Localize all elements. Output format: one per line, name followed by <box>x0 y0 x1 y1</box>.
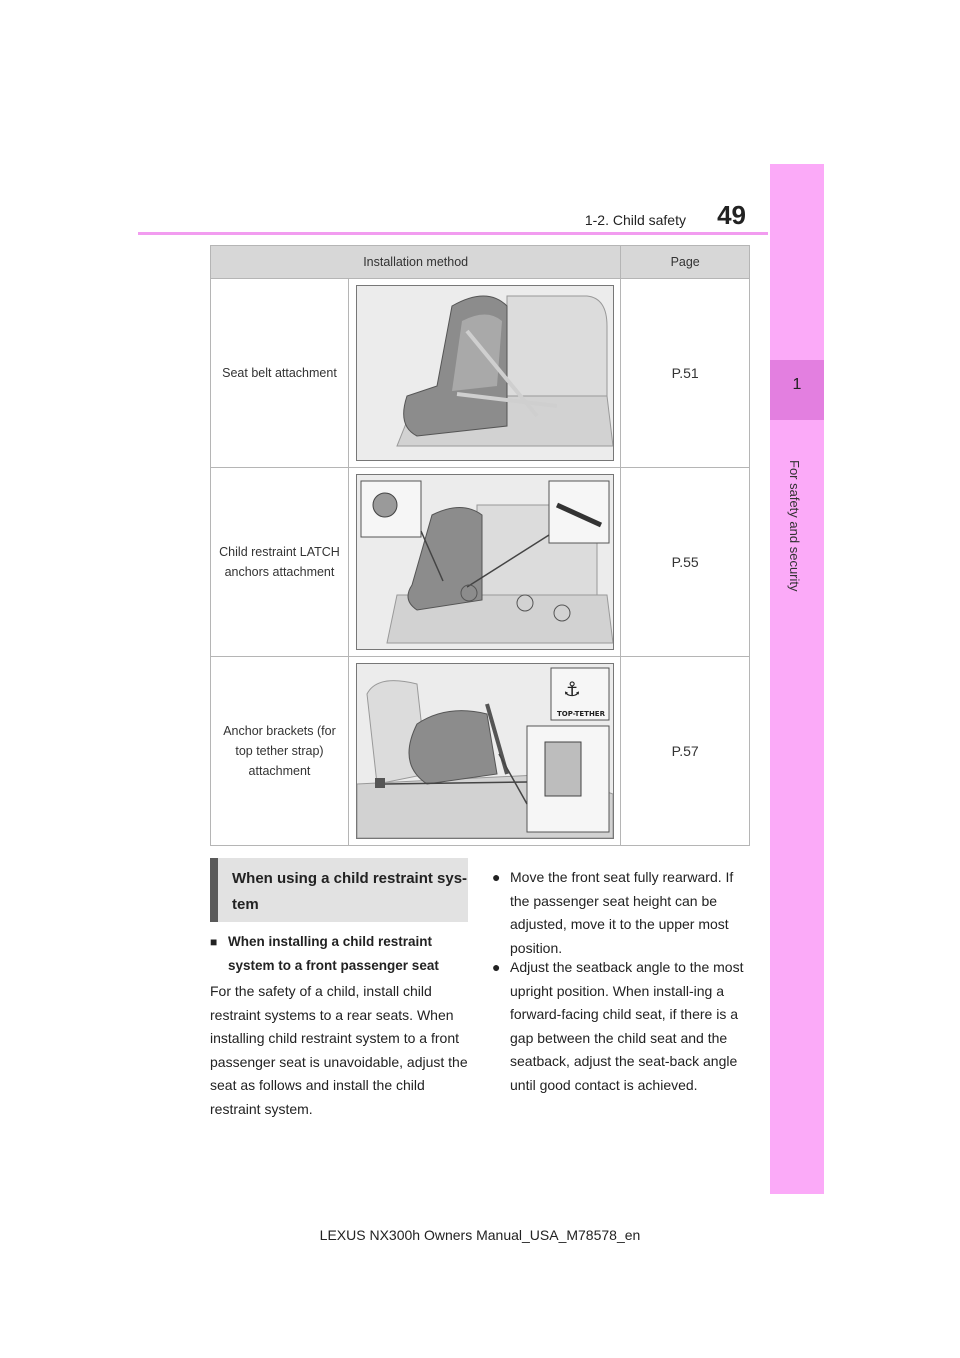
table-row <box>211 468 750 657</box>
bullet-dot-icon: ● <box>492 869 501 885</box>
column-header-method: Installation method <box>211 246 621 279</box>
method-label: Child restraint LATCH anchors attachment <box>211 468 349 657</box>
header-divider <box>138 232 768 235</box>
table-row <box>211 279 750 468</box>
method-label: Seat belt attachment <box>211 279 349 468</box>
column-header-page: Page <box>621 246 750 279</box>
subheading-text: When installing a child restraint system to a front passenger seat <box>228 934 439 973</box>
section-title: 1-2. Child safety <box>584 212 686 228</box>
chapter-label: For safety and security <box>787 460 802 592</box>
section-heading-box <box>210 858 468 922</box>
page-ref[interactable]: P.57 <box>621 657 750 846</box>
chapter-number-tab <box>770 360 824 420</box>
footer-manual-id: LEXUS NX300h Owners Manual_USA_M78578_en <box>319 1227 641 1243</box>
table-header-row <box>211 246 750 279</box>
bullet-dot-icon: ● <box>492 959 501 975</box>
square-bullet-icon: ■ <box>210 935 218 949</box>
page-number: 49 <box>717 200 746 230</box>
child-seat-seat-belt-illustration <box>356 285 614 461</box>
top-tether-tag: TOP-TETHER <box>556 710 605 718</box>
page-ref[interactable]: P.55 <box>621 468 750 657</box>
table-row <box>211 657 750 846</box>
chapter-number: 1 <box>792 376 802 393</box>
installation-methods-table <box>210 245 750 846</box>
child-seat-top-tether-illustration <box>356 663 614 839</box>
bullet-text: Move the front seat fully rearward. If the passenger seat height can be adjusted, move it to the upper most position. <box>510 869 734 956</box>
section-heading: When using a child restraint sys-tem <box>232 870 468 913</box>
chapter-side-tab <box>770 164 824 1194</box>
bullet-text: Adjust the seatback angle to the most upright position. When install-ing a forward-facing child seat, if there is a gap between the child seat and the seatback, adjust the seat-back angle until good contact is achieved. <box>510 959 744 1093</box>
method-label: Anchor brackets (for top tether strap) attachment <box>211 657 349 846</box>
page-ref[interactable]: P.51 <box>621 279 750 468</box>
child-seat-latch-anchors-illustration <box>356 474 614 650</box>
svg-text:⚓: ⚓ <box>562 677 581 701</box>
body-paragraph: For the safety of a child, install child restraint systems to a rear seats. When installing child restraint system to a front passenger seat is unavoidable, adjust the seat as follows and install the child restraint system. <box>210 983 468 1117</box>
